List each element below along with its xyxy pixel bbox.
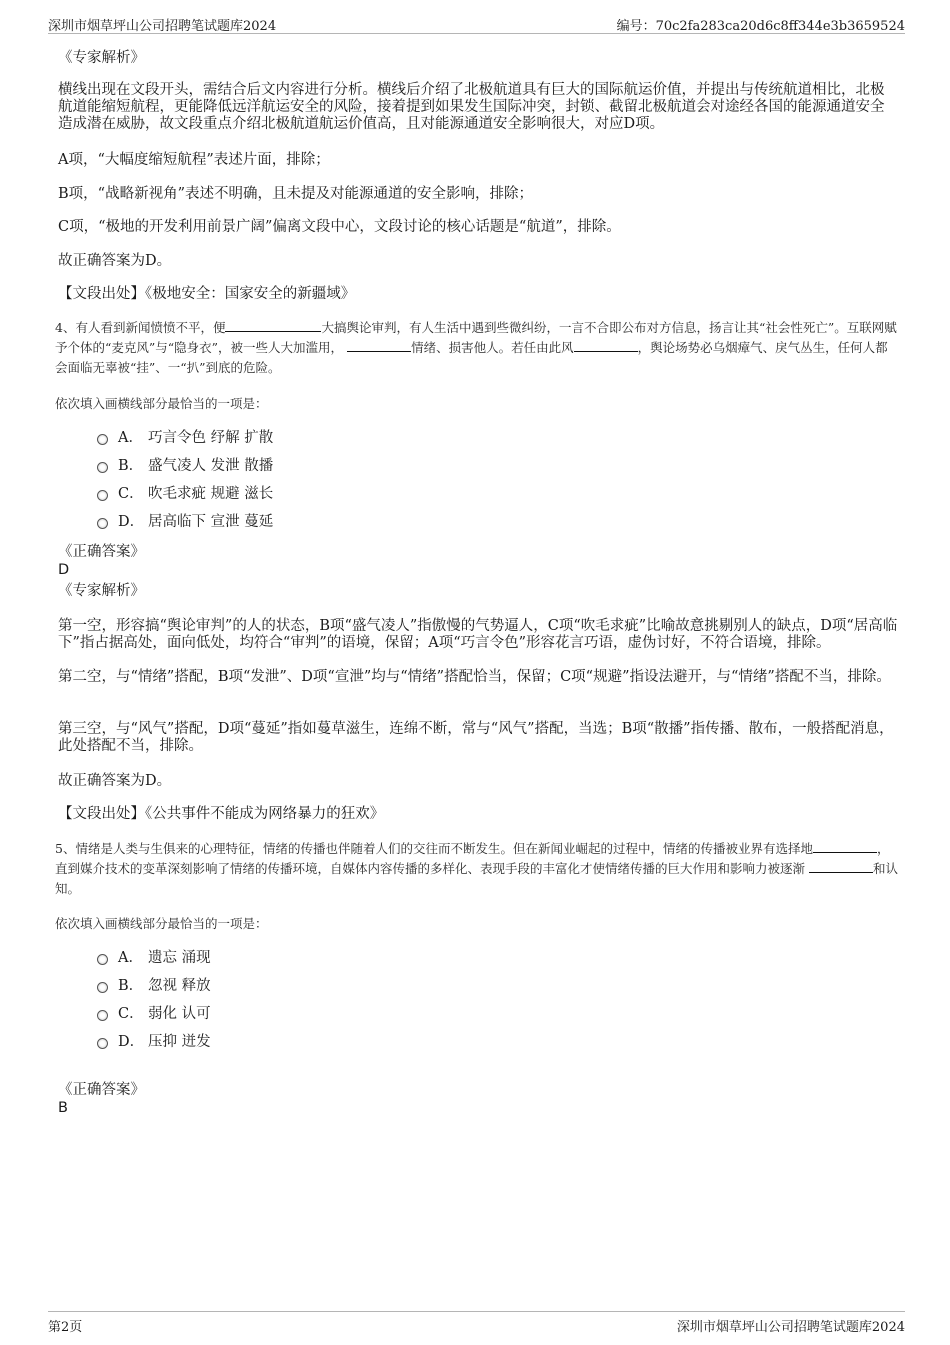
q3-source: 【文段出处】《极地安全：国家安全的新疆域》 bbox=[58, 286, 356, 302]
radio-icon[interactable] bbox=[97, 954, 108, 965]
option-text: 盛气凌人 发泄 散播 bbox=[148, 458, 274, 474]
option-letter: A． bbox=[118, 430, 143, 446]
page-number: 第2页 bbox=[48, 1320, 83, 1335]
q4-stem-part1: 4、有人看到新闻愤愤不平，便 bbox=[55, 320, 226, 335]
radio-icon[interactable] bbox=[97, 434, 108, 445]
option-letter: C． bbox=[118, 1006, 144, 1022]
q3-conclusion: 故正确答案为D。 bbox=[58, 253, 172, 269]
q5-stem-part2: ，直到媒介技术的变革深刻影响了情绪的传播环境，自媒体内容传播的多样化、表现手段的丰富化才使情绪传播的巨大作用和影响力被逐渐 bbox=[55, 841, 890, 876]
q4-stem-part3: 情绪、损害他人。若任由此风 bbox=[411, 340, 574, 355]
q5-stem-part1: 5、情绪是人类与生俱来的心理特征，情绪的传播也伴随着人们的交往而不断发生。但在新闻业崛起的过程中，情绪的传播被业界有选择地 bbox=[55, 841, 813, 856]
option-letter: D． bbox=[118, 1034, 145, 1050]
option-text: 遗忘 涌现 bbox=[148, 950, 211, 966]
q4-analysis-label: 《专家解析》 bbox=[58, 583, 145, 599]
q4-option-c[interactable] bbox=[97, 484, 273, 504]
q3-point-a: A项，“大幅度缩短航程”表述片面，排除； bbox=[58, 152, 330, 168]
header-doc-number: 编号：70c2fa283ca20d6c8ff344e3b3659524 bbox=[616, 19, 905, 34]
header-title: 深圳市烟草坪山公司招聘笔试题库2024 bbox=[48, 19, 277, 34]
radio-icon[interactable] bbox=[97, 982, 108, 993]
q4-instruction: 依次填入画横线部分最恰当的一项是： bbox=[55, 396, 268, 411]
page-header bbox=[48, 13, 905, 34]
q4-answer: D bbox=[58, 562, 70, 578]
q4-analysis-blank2: 第二空，与“情绪”搭配，B项“发泄”、D项“宣泄”均与“情绪”搭配恰当，保留；C项“规避”指设法避开，与“情绪”搭配不当，排除。 bbox=[58, 669, 891, 685]
q4-source: 【文段出处】《公共事件不能成为网络暴力的狂欢》 bbox=[58, 806, 385, 822]
option-letter: A． bbox=[118, 950, 143, 966]
q5-option-c[interactable] bbox=[97, 1004, 211, 1024]
option-letter: C． bbox=[118, 486, 144, 502]
q4-stem-part2: 大搞舆论审判，有人生活中遇到些微纠纷，一言不合即公布对方信息，扬言让其“社会性死亡”。互联网赋予个体的“麦克风”与“隐身衣”，被一些人大加滥用， bbox=[55, 320, 897, 355]
option-text: 巧言令色 纾解 扩散 bbox=[148, 430, 274, 446]
q4-analysis-blank1: 第一空，形容搞“舆论审判”的人的状态，B项“盛气凌人”指傲慢的气势逼人，C项“吹毛求疵”比喻故意挑剔别人的缺点，D项“居高临下”指占据高处，面向低处，均符合“审判”的语境，保留；A项“巧言令色”形容花言巧语，虚伪讨好，不符合语境，排除。 bbox=[58, 618, 898, 651]
radio-icon[interactable] bbox=[97, 462, 108, 473]
q4-stem-part4: ，舆论场势必乌烟瘴气、戾气丛生，任何人都会面临无辜被“挂”、一“扒”到底的危险。 bbox=[55, 340, 888, 375]
q4-conclusion: 故正确答案为D。 bbox=[58, 773, 172, 789]
q4-option-d[interactable] bbox=[97, 512, 273, 532]
q5-option-a[interactable] bbox=[97, 948, 211, 968]
option-text: 弱化 认可 bbox=[148, 1006, 211, 1022]
q4-correct-label: 《正确答案》 bbox=[58, 544, 145, 560]
option-letter: D． bbox=[118, 514, 145, 530]
option-letter: B． bbox=[118, 978, 144, 994]
option-text: 压抑 迸发 bbox=[148, 1034, 211, 1050]
q5-blank-2 bbox=[809, 859, 873, 873]
q5-option-b[interactable] bbox=[97, 976, 211, 996]
q4-blank-2 bbox=[347, 338, 411, 352]
q3-analysis-label: 《专家解析》 bbox=[58, 50, 145, 66]
q5-blank-1 bbox=[813, 839, 877, 853]
option-letter: B． bbox=[118, 458, 144, 474]
q5-stem-part3: 和认知。 bbox=[55, 861, 899, 896]
q3-point-b: B项，“战略新视角”表述不明确，且未提及对能源通道的安全影响，排除； bbox=[58, 186, 533, 202]
q5-instruction: 依次填入画横线部分最恰当的一项是： bbox=[55, 916, 268, 931]
radio-icon[interactable] bbox=[97, 490, 108, 501]
option-text: 吹毛求疵 规避 滋长 bbox=[148, 486, 274, 502]
q4-analysis-blank3: 第三空，与“风气”搭配，D项“蔓延”指如蔓草滋生，连绵不断，常与“风气”搭配，当选；B项“散播”指传播、散布，一般搭配消息，此处搭配不当，排除。 bbox=[58, 721, 894, 754]
footer-title: 深圳市烟草坪山公司招聘笔试题库2024 bbox=[676, 1320, 905, 1335]
q4-option-b[interactable] bbox=[97, 456, 273, 476]
radio-icon[interactable] bbox=[97, 1038, 108, 1049]
q4-blank-3 bbox=[574, 338, 638, 352]
q3-point-c: C项，“极地的开发利用前景广阔”偏离文段中心，文段讨论的核心话题是“航道”，排除。 bbox=[58, 219, 621, 235]
q4-option-a[interactable] bbox=[97, 428, 273, 448]
page-footer bbox=[48, 1311, 905, 1336]
radio-icon[interactable] bbox=[97, 1010, 108, 1021]
q5-stem bbox=[55, 839, 900, 899]
q5-option-d[interactable] bbox=[97, 1032, 211, 1052]
q4-stem bbox=[55, 318, 900, 378]
radio-icon[interactable] bbox=[97, 518, 108, 529]
option-text: 居高临下 宣泄 蔓延 bbox=[148, 514, 274, 530]
option-text: 忽视 释放 bbox=[148, 978, 211, 994]
q4-blank-1 bbox=[225, 318, 321, 332]
q5-correct-label: 《正确答案》 bbox=[58, 1082, 145, 1098]
q3-analysis-paragraph: 横线出现在文段开头，需结合后文内容进行分析。横线后介绍了北极航道具有巨大的国际航运价值，并提出与传统航道相比，北极航道能缩短航程，更能降低远洋航运安全的风险，接着提到如果发生国际冲突，封锁、截留北极航道会对途经各国的能源通道安全造成潜在威胁，故文段重点介绍北极航道航运价值高，且对能源通道安全影响很大，对应D项。 bbox=[58, 82, 885, 132]
q5-answer: B bbox=[58, 1100, 68, 1116]
